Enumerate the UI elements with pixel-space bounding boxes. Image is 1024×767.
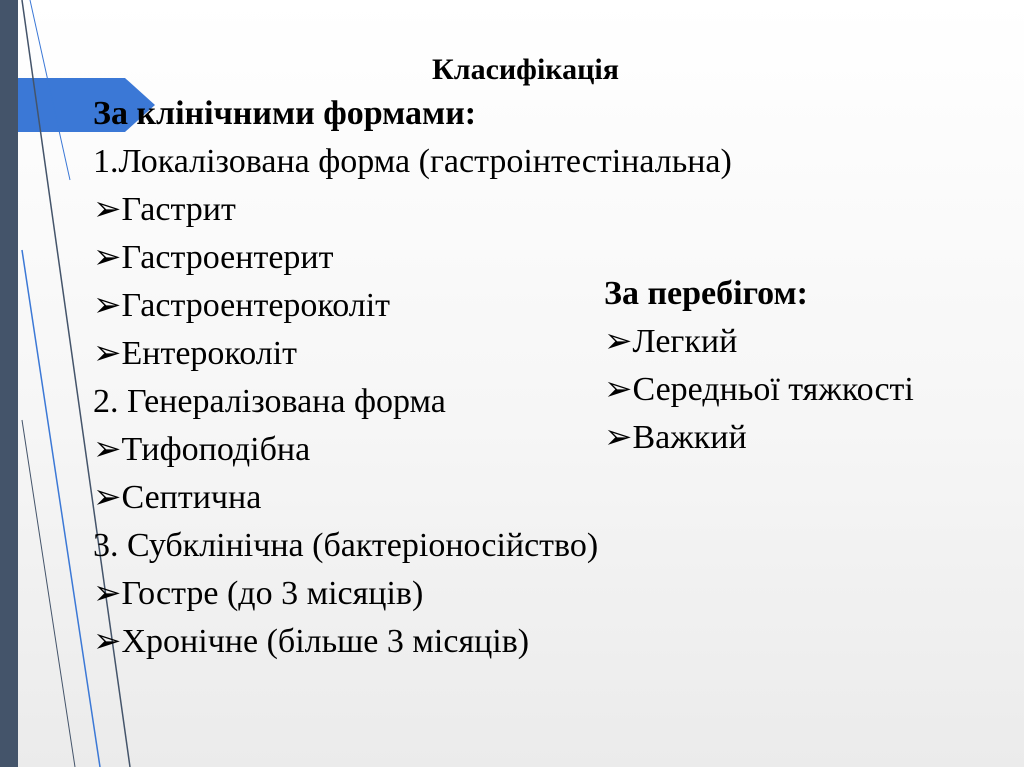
list-item: ➢Гастрит bbox=[93, 191, 236, 228]
list-item: 2. Генералізована форма bbox=[93, 383, 446, 420]
diagonal-line bbox=[22, 250, 100, 767]
list-item: 3. Субклінічна (бактеріоносійство) bbox=[93, 527, 599, 564]
bullet-arrow-icon: ➢ bbox=[93, 191, 122, 228]
list-item: ➢Важкий bbox=[604, 419, 747, 456]
list-item: ➢Ентероколіт bbox=[93, 335, 298, 372]
bullet-arrow-icon: ➢ bbox=[93, 287, 122, 324]
bullet-arrow-icon: ➢ bbox=[93, 335, 122, 372]
list-item: 1.Локалізована форма (гастроінтестінальна) bbox=[93, 143, 732, 180]
list-item: ➢Гостре (до 3 місяців) bbox=[93, 575, 424, 612]
list-item: ➢Гастроентерит bbox=[93, 239, 334, 276]
bullet-arrow-icon: ➢ bbox=[604, 419, 633, 456]
clinical-forms-heading: За клінічними формами: bbox=[93, 95, 477, 132]
course-heading: За перебігом: bbox=[604, 275, 808, 312]
list-item: ➢Тифоподібна bbox=[93, 431, 311, 468]
bullet-arrow-icon: ➢ bbox=[93, 623, 122, 660]
list-item: ➢Хронічне (більше 3 місяців) bbox=[93, 623, 530, 660]
bullet-arrow-icon: ➢ bbox=[93, 575, 122, 612]
slide-title: Класифікація bbox=[432, 53, 619, 86]
bullet-arrow-icon: ➢ bbox=[604, 371, 633, 408]
list-item: ➢Гастроентероколіт bbox=[93, 287, 391, 324]
bullet-arrow-icon: ➢ bbox=[93, 479, 122, 516]
bullet-arrow-icon: ➢ bbox=[93, 431, 122, 468]
list-item: ➢Середньої тяжкості bbox=[604, 371, 914, 408]
list-item: ➢Септична bbox=[93, 479, 262, 516]
bullet-arrow-icon: ➢ bbox=[604, 323, 633, 360]
diagonal-line bbox=[22, 420, 75, 767]
bullet-arrow-icon: ➢ bbox=[93, 239, 122, 276]
list-item: ➢Легкий bbox=[604, 323, 738, 360]
